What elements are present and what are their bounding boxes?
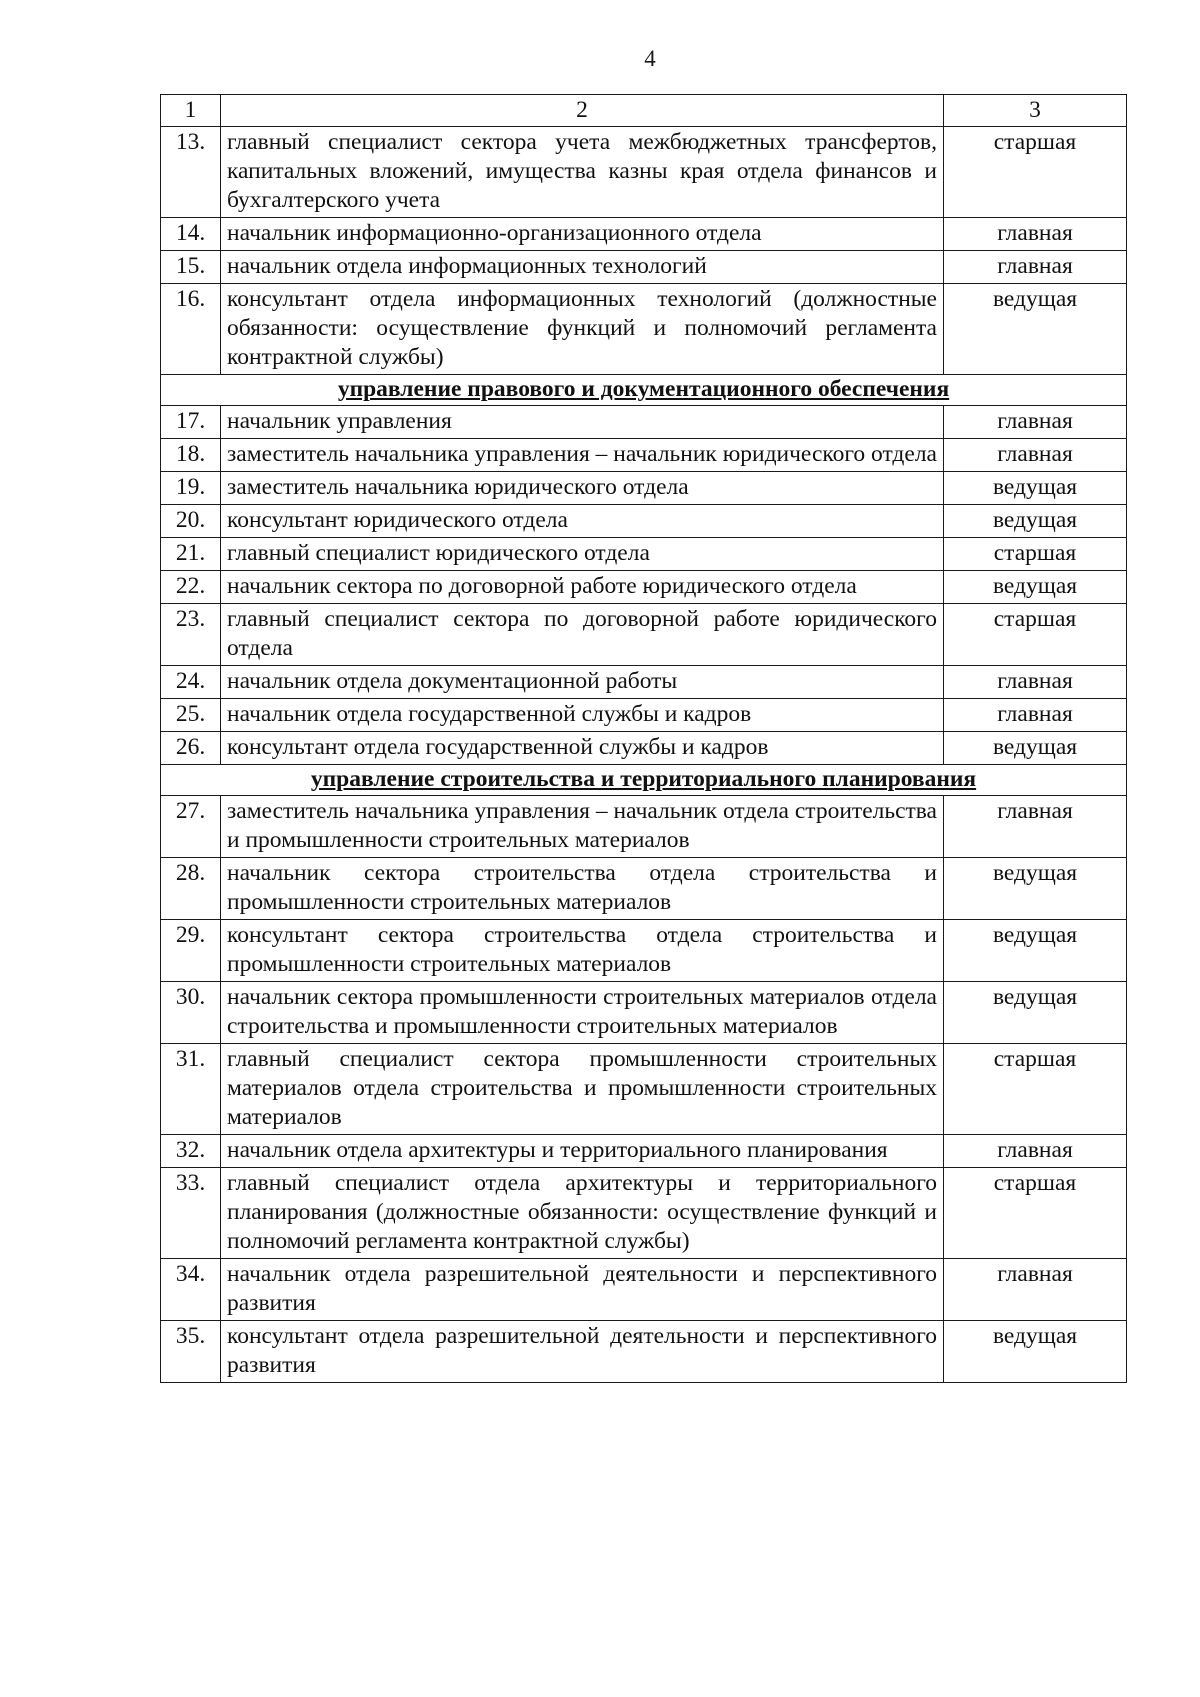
position-group: ведущая <box>944 1321 1127 1383</box>
table-row <box>161 439 1127 472</box>
position-group: ведущая <box>944 472 1127 505</box>
table-row <box>161 571 1127 604</box>
row-number: 22. <box>161 571 221 604</box>
table-row <box>161 406 1127 439</box>
position-group: ведущая <box>944 920 1127 982</box>
column-header-title: 2 <box>221 95 944 127</box>
row-number: 29. <box>161 920 221 982</box>
column-header-row <box>161 95 1127 127</box>
position-group: главная <box>944 218 1127 251</box>
position-title: начальник отдела разрешительной деятельности и перспективного развития <box>221 1259 944 1321</box>
position-title: начальник управления <box>221 406 944 439</box>
position-title: заместитель начальника юридического отдела <box>221 472 944 505</box>
position-title: начальник сектора строительства отдела строительства и промышленности строительных материалов <box>221 858 944 920</box>
row-number: 32. <box>161 1135 221 1168</box>
position-group: главная <box>944 796 1127 858</box>
row-number: 18. <box>161 439 221 472</box>
table-row <box>161 1321 1127 1383</box>
table-row <box>161 1168 1127 1259</box>
position-group: главная <box>944 699 1127 732</box>
position-title: начальник отдела государственной службы и кадров <box>221 699 944 732</box>
table-row <box>161 505 1127 538</box>
table-row <box>161 604 1127 666</box>
position-group: старшая <box>944 127 1127 218</box>
position-group: старшая <box>944 1044 1127 1135</box>
section-header-row <box>161 375 1127 406</box>
position-group: главная <box>944 251 1127 284</box>
position-title: главный специалист юридического отдела <box>221 538 944 571</box>
position-title: консультант юридического отдела <box>221 505 944 538</box>
table-row <box>161 732 1127 765</box>
position-group: ведущая <box>944 284 1127 375</box>
section-header-row <box>161 765 1127 796</box>
position-title: консультант сектора строительства отдела строительства и промышленности строительных материалов <box>221 920 944 982</box>
table-row <box>161 1044 1127 1135</box>
row-number: 31. <box>161 1044 221 1135</box>
position-group: старшая <box>944 1168 1127 1259</box>
row-number: 26. <box>161 732 221 765</box>
row-number: 30. <box>161 982 221 1044</box>
section-title: управление правового и документационного обеспечения <box>161 375 1127 406</box>
position-title: заместитель начальника управления – начальник юридического отдела <box>221 439 944 472</box>
position-group: ведущая <box>944 982 1127 1044</box>
row-number: 28. <box>161 858 221 920</box>
position-group: главная <box>944 666 1127 699</box>
position-title: начальник отдела архитектуры и территориального планирования <box>221 1135 944 1168</box>
position-title: главный специалист сектора промышленности строительных материалов отдела строительства и промышленности строительных материалов <box>221 1044 944 1135</box>
table-row <box>161 1259 1127 1321</box>
table-row <box>161 127 1127 218</box>
position-group: ведущая <box>944 505 1127 538</box>
position-title: начальник сектора промышленности строительных материалов отдела строительства и промышленности строительных материалов <box>221 982 944 1044</box>
table-row <box>161 699 1127 732</box>
table-row <box>161 920 1127 982</box>
row-number: 23. <box>161 604 221 666</box>
table-row <box>161 284 1127 375</box>
position-title: начальник отдела документационной работы <box>221 666 944 699</box>
position-title: главный специалист сектора учета межбюджетных трансфертов, капитальных вложений, имущества казны края отдела финансов и бухгалтерского учета <box>221 127 944 218</box>
position-title: консультант отдела разрешительной деятельности и перспективного развития <box>221 1321 944 1383</box>
row-number: 21. <box>161 538 221 571</box>
column-header-number: 1 <box>161 95 221 127</box>
positions-table-body <box>161 95 1127 1383</box>
position-group: главная <box>944 1259 1127 1321</box>
position-group: ведущая <box>944 571 1127 604</box>
table-row <box>161 218 1127 251</box>
column-header-group: 3 <box>944 95 1127 127</box>
table-row <box>161 982 1127 1044</box>
row-number: 25. <box>161 699 221 732</box>
section-title: управление строительства и территориального планирования <box>161 765 1127 796</box>
row-number: 27. <box>161 796 221 858</box>
position-title: начальник информационно-организационного отдела <box>221 218 944 251</box>
row-number: 24. <box>161 666 221 699</box>
row-number: 13. <box>161 127 221 218</box>
positions-table <box>160 94 1127 1383</box>
position-group: ведущая <box>944 858 1127 920</box>
position-group: главная <box>944 1135 1127 1168</box>
table-row <box>161 251 1127 284</box>
page-number: 4 <box>644 46 656 71</box>
position-title: консультант отдела информационных технологий (должностные обязанности: осуществление функций и полномочий регламента контрактной службы) <box>221 284 944 375</box>
table-row <box>161 1135 1127 1168</box>
row-number: 17. <box>161 406 221 439</box>
position-title: начальник сектора по договорной работе юридического отдела <box>221 571 944 604</box>
row-number: 33. <box>161 1168 221 1259</box>
row-number: 16. <box>161 284 221 375</box>
row-number: 14. <box>161 218 221 251</box>
table-row <box>161 796 1127 858</box>
position-title: начальник отдела информационных технологий <box>221 251 944 284</box>
table-row <box>161 538 1127 571</box>
table-row <box>161 666 1127 699</box>
position-title: главный специалист сектора по договорной работе юридического отдела <box>221 604 944 666</box>
position-title: консультант отдела государственной службы и кадров <box>221 732 944 765</box>
position-group: старшая <box>944 604 1127 666</box>
position-group: главная <box>944 406 1127 439</box>
row-number: 34. <box>161 1259 221 1321</box>
position-group: главная <box>944 439 1127 472</box>
row-number: 20. <box>161 505 221 538</box>
table-row <box>161 858 1127 920</box>
position-title: главный специалист отдела архитектуры и территориального планирования (должностные обязанности: осуществление функций и полномочий регламента контрактной службы) <box>221 1168 944 1259</box>
position-group: старшая <box>944 538 1127 571</box>
table-row <box>161 472 1127 505</box>
position-group: ведущая <box>944 732 1127 765</box>
position-title: заместитель начальника управления – начальник отдела строительства и промышленности строительных материалов <box>221 796 944 858</box>
row-number: 19. <box>161 472 221 505</box>
row-number: 35. <box>161 1321 221 1383</box>
row-number: 15. <box>161 251 221 284</box>
